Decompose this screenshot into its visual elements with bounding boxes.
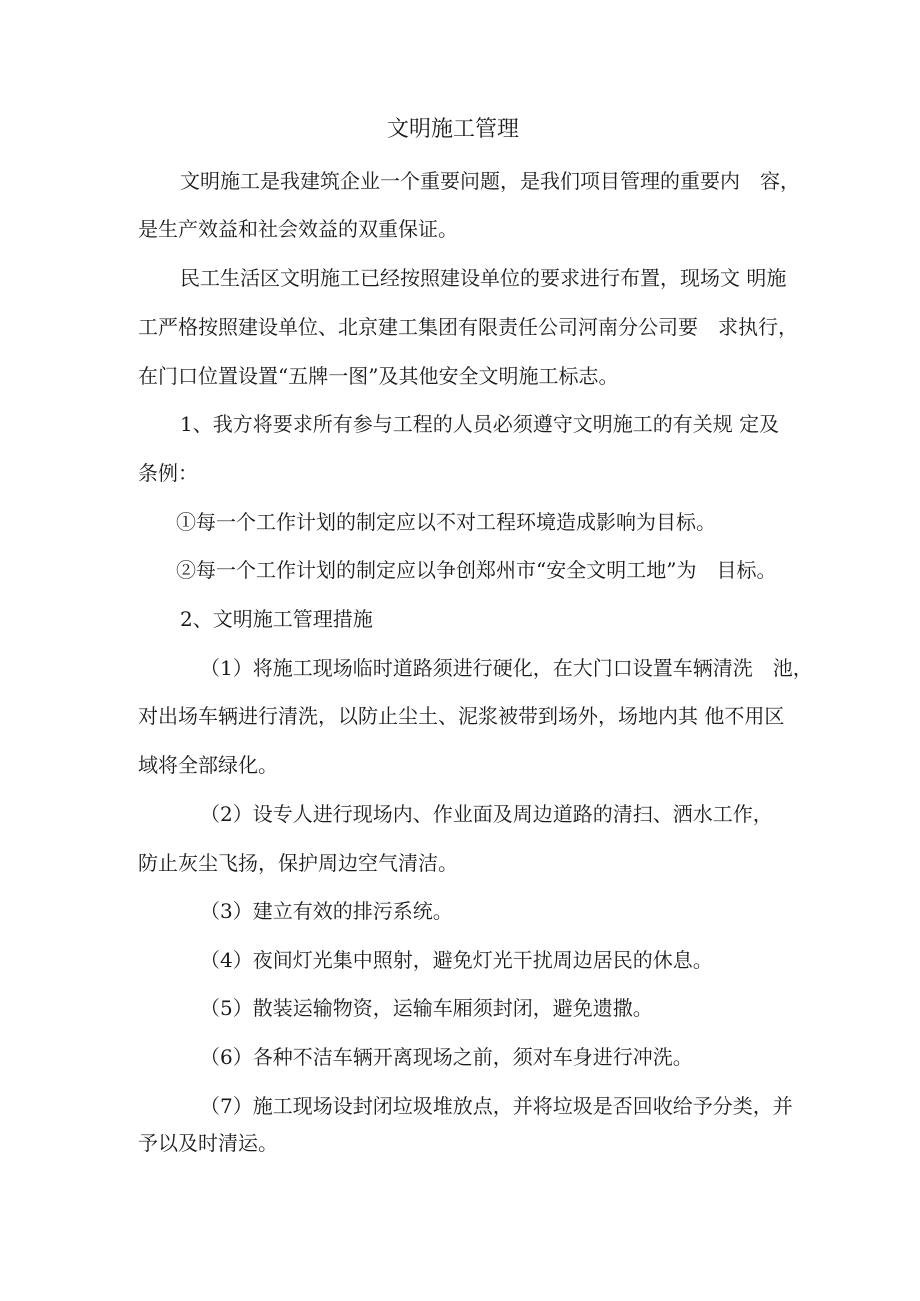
page-title: 文明施工管理: [387, 117, 520, 142]
text-line: 在门口位置设置“五牌一图”及其他安全文明施工标志。: [138, 364, 619, 388]
text-line: （7）施工现场设封闭垃圾堆放点，并将垃圾是否回收给予分类，并: [200, 1094, 793, 1118]
text-line: 是生产效益和社会效益的双重保证。: [138, 217, 458, 241]
text-line: 条例：: [138, 461, 198, 485]
text-line: 对出场车辆进行清洗，以防止尘土、泥浆被带到场外，场地内其 他不用区: [138, 704, 785, 728]
text-line: （4）夜间灯光集中照射，避免灯光干扰周边居民的休息。: [200, 948, 713, 972]
text-line: 域将全部绿化。: [138, 753, 278, 777]
text-line: 防止灰尘飞扬，保护周边空气清洁。: [138, 851, 458, 875]
text-line: （6）各种不洁车辆开离现场之前，须对车身进行冲洗。: [200, 1045, 693, 1069]
text-line: （2）设专人进行现场内、作业面及周边道路的清扫、洒水工作，: [200, 802, 773, 826]
text-line: 予以及时清运。: [138, 1131, 278, 1155]
section-heading: 2、文明施工管理措施: [180, 607, 373, 631]
text-line: 1、我方将要求所有参与工程的人员必须遵守文明施工的有关规 定及: [180, 412, 780, 436]
text-line: （3）建立有效的排污系统。: [200, 899, 453, 923]
text-line: ②每一个工作计划的制定应以争创郑州市“安全文明工地”为 目标。: [176, 558, 777, 582]
text-line: 工严格按照建设单位、北京建工集团有限责任公司河南分公司要 求执行，: [138, 315, 798, 339]
text-line: 民工生活区文明施工已经按照建设单位的要求进行布置，现场文 明施: [180, 266, 787, 290]
text-line: （5）散装运输物资，运输车厢须封闭，避免遗撒。: [200, 996, 653, 1020]
text-line: 文明施工是我建筑企业一个重要问题，是我们项目管理的重要内 容，: [180, 169, 800, 193]
text-line: ①每一个工作计划的制定应以不对工程环境造成影响为目标。: [176, 510, 716, 534]
text-line: （1）将施工现场临时道路须进行硬化，在大门口设置车辆清洗 池，: [200, 656, 813, 680]
